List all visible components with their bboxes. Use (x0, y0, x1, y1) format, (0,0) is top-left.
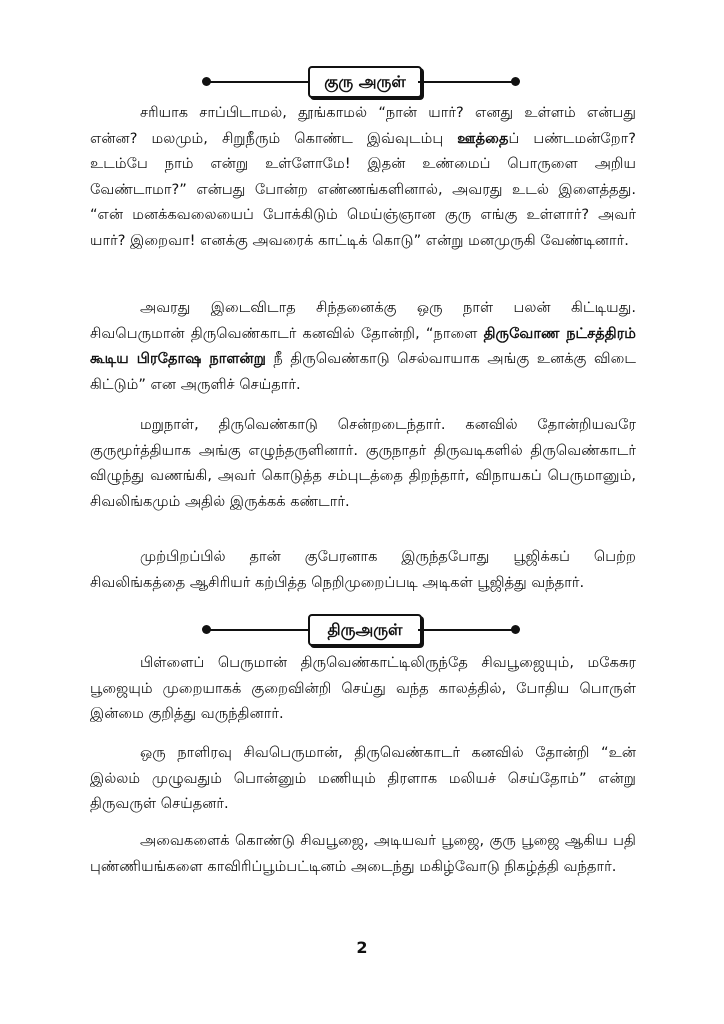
heading-rule-right (418, 629, 514, 631)
text-run: ஒரு நாளிரவு சிவபெருமான், திருவெண்காடர் கனவில் தோன்றி “உன் இல்லம் முழுவதும் பொன்னும் மணியும் திரளாக மலியச் செய்தோம்” என்று திருவருள் செய்தனர். (90, 744, 636, 812)
heading-dot-right (511, 625, 520, 634)
paragraph (90, 650, 636, 727)
text-run: சரியாக சாப்பிடாமல், தூங்காமல் “நான் யார்? எனது உள்ளம் என்பது என்ன? மலமும், சிறுநீரும் கொண்ட இவ்வுடம்பு (90, 104, 636, 147)
section-heading-guru-arul (202, 66, 520, 98)
heading-title: திருஅருள் (308, 614, 422, 646)
bold-text-run: ஊத்தை (457, 129, 509, 147)
text-run: அவரது இடைவிடாத சிந்தனைக்கு ஒரு நாள் பலன் கிட்டியது. சிவபெருமான் திருவெண்காடர் கனவில் தோன்றி, “நாளை (90, 299, 636, 342)
paragraph (90, 828, 636, 879)
page-number: 2 (356, 938, 368, 957)
paragraph (90, 740, 636, 817)
paragraph (90, 544, 636, 595)
text-run: மறுநாள், திருவெண்காடு சென்றடைந்தார். கனவில் தோன்றியவரே குருமூர்த்தியாக அங்கு எழுந்தருளினார். குருநாதர் திருவடிகளில் திருவெண்காடர் விழுந்து வணங்கி, அவர் கொடுத்த சம்புடத்தை திறந்தார், விநாயகப் பெருமானும், சிவலிங்கமும் அதில் இருக்கக் கண்டார். (90, 416, 636, 510)
text-run: அவைகளைக் கொண்டு சிவபூஜை, அடியவர் பூஜை, குரு பூஜை ஆகிய பதி புண்ணியங்களை காவிரிப்பூம்பட்டினம் அடைந்து மகிழ்வோடு நிகழ்த்தி வந்தார். (90, 832, 636, 875)
paragraph (90, 412, 636, 514)
paragraph (90, 100, 636, 253)
heading-dot-right (511, 77, 520, 86)
text-run: முற்பிறப்பில் தான் குபேரனாக இருந்தபோது பூஜிக்கப் பெற்ற சிவலிங்கத்தை ஆசிரியர் கற்பித்த நெறிமுறைப்படி அடிகள் பூஜித்து வந்தார். (90, 548, 636, 591)
text-run: நீ திருவெண்காடு செல்வாயாக அங்கு உனக்கு விடை கிட்டும்” என அருளிச் செய்தார். (90, 350, 637, 393)
heading-rule-right (418, 81, 514, 83)
paragraph (90, 295, 636, 397)
section-heading-thiru-arul (202, 614, 520, 646)
heading-rule-left (208, 629, 310, 631)
text-run: ப் பண்டமன்றோ? உடம்பே நாம் என்று உள்ளோமே! இதன் உண்மைப் பொருளை அறிய வேண்டாமா?” என்பது போன்ற எண்ணங்களினால், அவரது உடல் இளைத்தது. “என் மனக்கவலையைப் போக்கிடும் மெய்ஞ்ஞான குரு எங்கு உள்ளார்? அவர் யார்? இறைவா! எனக்கு அவரைக் காட்டிக் கொடு” என்று மனமுருகி வேண்டினார். (90, 129, 637, 249)
bold-text-run: திருவோண நட்சத்திரம் கூடிய பிரதோஷ நாளன்று (90, 324, 636, 367)
heading-title: குரு அருள் (308, 66, 422, 98)
heading-rule-left (208, 81, 310, 83)
text-run: பிள்ளைப் பெருமான் திருவெண்காட்டிலிருந்தே சிவபூஜையும், மகேசுர பூஜையும் முறையாகக் குறைவின்றி செய்து வந்த காலத்தில், போதிய பொருள் இன்மை குறித்து வருந்தினார். (90, 654, 636, 722)
